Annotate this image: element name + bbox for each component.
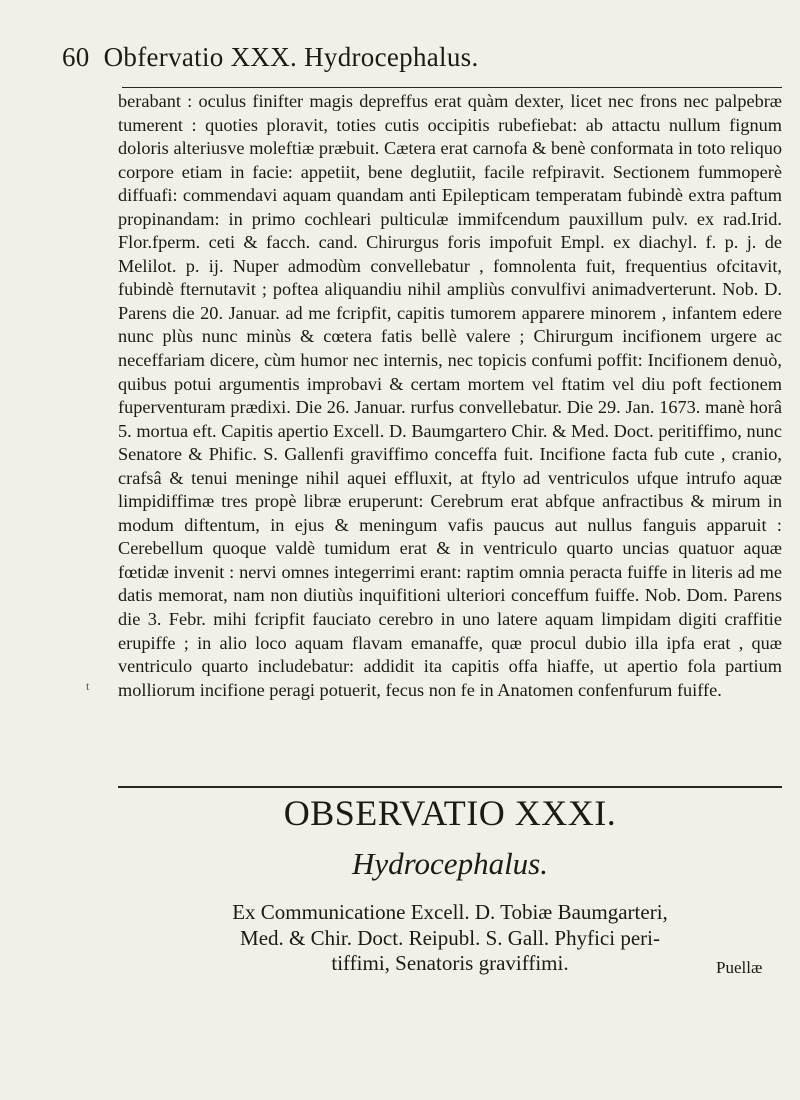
section-separator-rule: [118, 786, 782, 788]
observation-title-text: OBSERVATIO XXXI.: [283, 793, 617, 833]
page-number: 60: [62, 42, 90, 72]
observation-subtitle: Hydrocephalus.: [351, 846, 548, 881]
observation-source: [118, 900, 782, 977]
source-line-1: Ex Communicatione Excell. D. Tobiæ Baumgarteri,: [232, 900, 668, 924]
catchword: Puellæ: [716, 958, 763, 977]
source-line-2: Med. & Chir. Doct. Reipubl. S. Gall. Phyfici peri-: [240, 925, 660, 950]
margin-mark: t: [86, 679, 90, 693]
body-text: [118, 90, 782, 702]
running-head-title: Obfervatio XXX. Hydrocephalus.: [103, 42, 479, 72]
observation-title: [118, 790, 782, 834]
header-rule: [122, 87, 782, 88]
running-head: [62, 42, 479, 73]
body-paragraph: berabant : oculus finifter magis depreffus erat quàm dexter, licet nec frons nec palpebræ tumerent : quoties ploravit, toties cutis occipitis rubefiebat: ab attactu nullum fignum doloris alteriusve moleftiæ præbuit. Cætera erat carnofa & benè conformata in toto reliquo corpore etiam in facie: appetiit, bene deglutiit, facile refpiravit. Sectionem fummoperè diffuafi: commendavi aquam quandam anti Epilepticam temperatam fubindè extra paftum propinandam: in primo cochleari pulticulæ immifcendum pauxillum pulv. ex rad.Irid. Flor.fperm. ceti & facch. cand. Chirurgus foris impofuit Empl. ex diachyl. f. p. j. de Melilot. p. ij. Nuper admodùm convellebatur , fomnolenta fuit, frequentius ofcitavit, fubindè fternutavit ; poftea aliquandiu nihil ampliùs convulfivi animadverterunt. Nob. D. Parens die 20. Januar. ad me fcripfit, capitis tumorem apparere minorem , infantem edere nunc plùs nunc minùs & cœtera fatis bellè valere ; Chirurgum incifionem urgere ac neceffariam dicere, cùm humor nec internis, nec topicis confumi poffit: Incifionem denuò, quibus potui argumentis improbavi & certam mortem vel ftatim vel diu poft fectionem fuperventuram prædixi. Die 26. Januar. rurfus convellebatur. Die 29. Jan. 1673. manè horâ 5. mortua eft. Capitis apertio Excell. D. Baumgartero Chir. & Med. Doct. peritiffimo, nunc Senatore & Phific. S. Gallenfi graviffimo conceffa fuit. Incifione facta fub cute , cranio, crafsâ & tenui meninge nihil aquei effluxit, at ftylo ad ventriculos ufque intrufo aquæ limpidiffimæ tres propè libræ eruperunt: Cerebrum erat abfque anfractibus & mirum in modum diftentum, in ejus & meningum vafis paucus aut nullus fanguis apparuit : Cerebellum quoque valdè tumidum erat & in ventriculo quarto uncias quatuor aquæ fœtidæ invenit : nervi omnes integerrimi erant: raptim omnia peracta fuiffe in literis ad me datis memorat, nam non diutiùs inquifitioni ulteriori conceffum fuiffe. Nob. Dom. Parens die 3. Febr. mihi fcripfit fauciato cerebro in uno latere aquam limpidam digiti craffitie erupiffe ; in alio loco aquam flavam emanaffe, quæ procul dubio illa ipfa erat , quæ ventriculo quarto includebatur: addidit ita capitis offa hiaffe, ut apertio fola partium molliorum incifione peragi potuerit, fecus non fe in Anatomen confenfurum fuiffe.: [118, 91, 782, 700]
source-line-3: tiffimi, Senatoris graviffimi.: [331, 951, 569, 975]
